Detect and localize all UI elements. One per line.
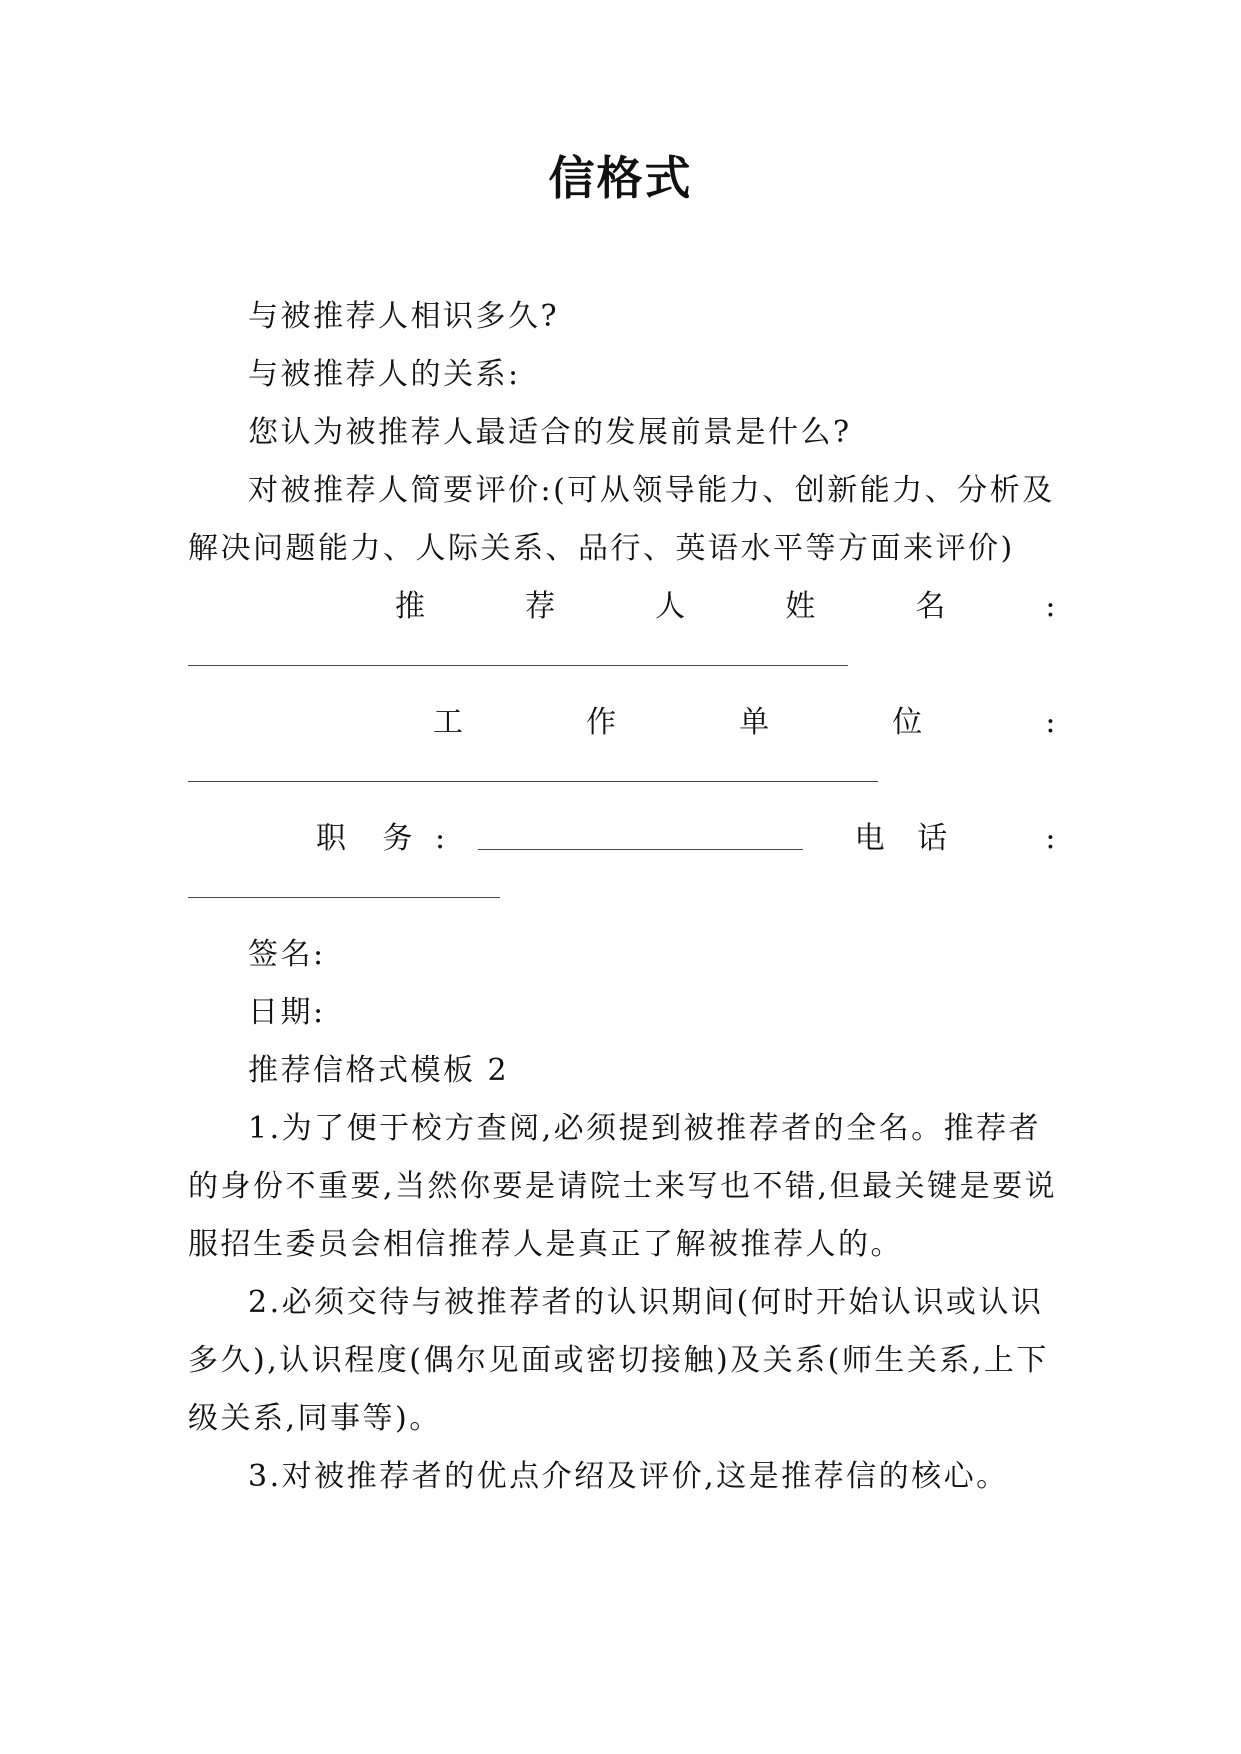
underline (188, 896, 500, 898)
label-char: 务 (382, 821, 415, 856)
point-1: 1.为了便于校方查阅,必须提到被推荐者的全名。推荐者的身份不重要,当然你要是请院士来写也不错,但最关键是要说服招生委员会相信推荐人是真正了解被推荐人的。 (188, 1111, 1058, 1262)
label-char: 职 (316, 821, 349, 856)
label-char: 姓 (785, 589, 818, 624)
work-unit-label (188, 694, 1058, 752)
question-prospect: 您认为被推荐人最适合的发展前景是什么? (248, 415, 852, 450)
point-2: 2.必须交待与被推荐者的认识期间(何时开始认识或认识多久),认识程度(偶尔见面或密切接触)及关系(师生关系,上下级关系,同事等)。 (188, 1285, 1049, 1436)
label-char: : (1045, 821, 1058, 856)
label-char: : (435, 821, 448, 856)
point-3: 3.对被推荐者的优点介绍及评价,这是推荐信的核心。 (248, 1459, 1009, 1494)
document-body (188, 288, 1058, 1506)
label-char: 位 (892, 705, 925, 740)
recommender-name-label (188, 578, 1058, 636)
label-char: 推 (395, 589, 428, 624)
label-char: 工 (433, 705, 466, 740)
document-title: 信格式 (548, 151, 693, 205)
label-char: : (1045, 589, 1058, 624)
work-unit-blank[interactable] (188, 752, 1058, 810)
question-evaluation: 对被推荐人简要评价:(可从领导能力、创新能力、分析及解决问题能力、人际关系、品行、英语水平等方面来评价) (188, 473, 1055, 566)
label-char: : (1045, 705, 1058, 740)
underline (188, 664, 848, 666)
label-char: 作 (586, 705, 619, 740)
question-relationship: 与被推荐人的关系: (248, 357, 521, 392)
signature-label: 签名: (248, 937, 326, 972)
label-char: 荐 (525, 589, 558, 624)
label-char: 话 (917, 821, 950, 856)
label-char: 名 (915, 589, 948, 624)
label-char: 单 (739, 705, 772, 740)
label-char: 人 (655, 589, 688, 624)
phone-blank[interactable] (188, 868, 1058, 926)
underline (188, 780, 878, 782)
position-phone-row (188, 810, 1058, 868)
recommender-name-blank[interactable] (188, 636, 1058, 694)
label-char: 电 (854, 821, 888, 856)
position-blank[interactable] (478, 848, 803, 850)
date-label: 日期: (248, 995, 326, 1030)
question-known-duration: 与被推荐人相识多久? (248, 299, 560, 334)
template2-heading: 推荐信格式模板 2 (248, 1053, 510, 1088)
